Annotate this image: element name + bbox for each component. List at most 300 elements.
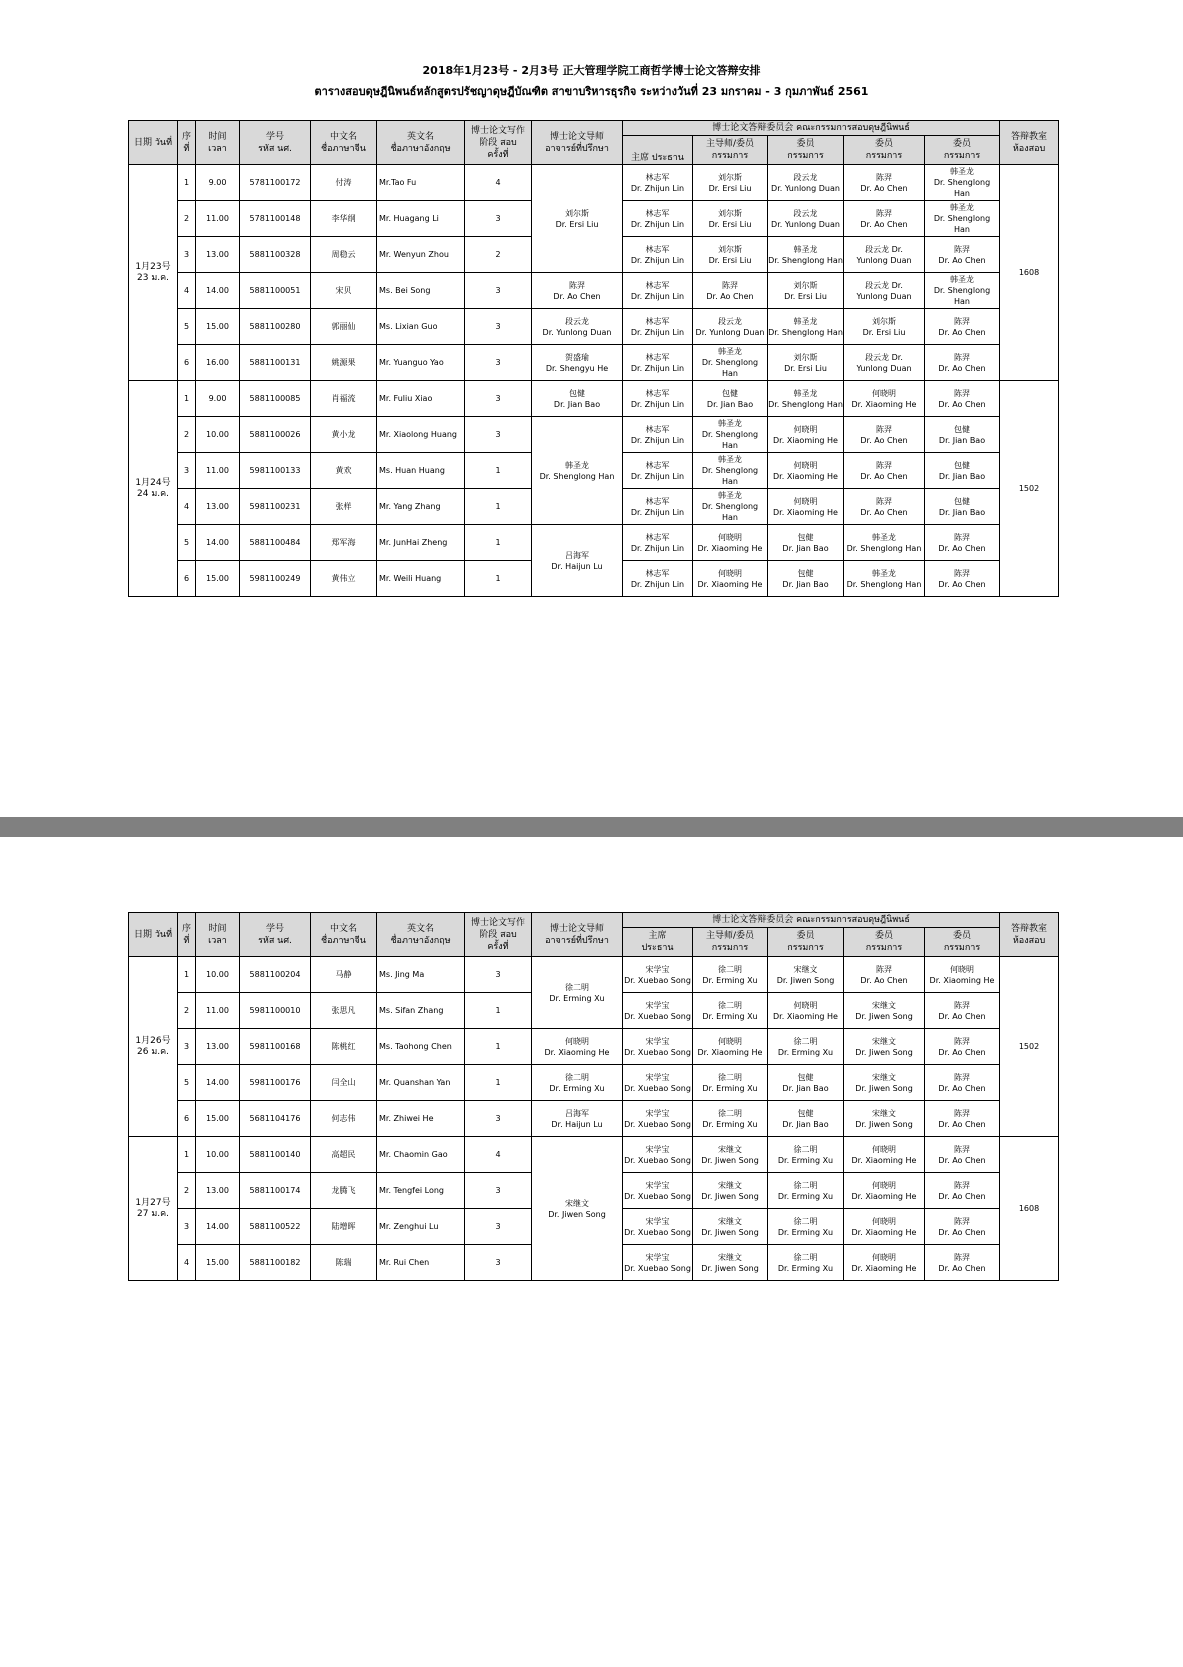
- thesis-stage-text: 1: [495, 466, 501, 475]
- committee-chair: [623, 1029, 693, 1065]
- committee-chair-text: Dr. Zhijun Lin: [630, 399, 685, 409]
- exam-room: [1000, 165, 1059, 381]
- committee-member-2: [768, 165, 844, 201]
- committee-member-4-text: Dr. Ao Chen: [938, 363, 986, 373]
- committee-member-2: [768, 309, 844, 345]
- committee-member-1: [693, 345, 768, 381]
- committee-member-1: [693, 273, 768, 309]
- committee-member-2-text: 徐二明: [793, 1252, 818, 1262]
- committee-member-3: [844, 489, 925, 525]
- advisor-text: 刘尔斯: [565, 208, 589, 218]
- committee-chair-text: 林志军: [645, 172, 670, 182]
- student-id: [240, 165, 311, 201]
- committee-member-4: [925, 309, 1000, 345]
- committee-member-1: [693, 489, 768, 525]
- committee-member-3-text: Dr. Shenglong Han: [846, 579, 922, 589]
- committee-member-3-text: Yunlong Duan: [856, 363, 912, 373]
- committee-member-1-text: 刘尔斯: [718, 244, 742, 254]
- committee-member-3-text: 宋继文: [872, 1072, 896, 1082]
- committee-member-4-text: Dr. Ao Chen: [938, 543, 986, 553]
- seq-number-text: 6: [183, 358, 190, 367]
- advisor: [532, 957, 623, 1029]
- table-row: [129, 345, 1059, 381]
- exam-room-text: 1502: [1018, 1042, 1040, 1051]
- student-name-cn-text: 肖福流: [331, 394, 356, 403]
- committee-chair-text: 林志军: [645, 280, 670, 290]
- thesis-stage: [465, 489, 532, 525]
- committee-member-1: [693, 1101, 768, 1137]
- student-name-cn-text: 陈桃红: [331, 1042, 356, 1051]
- table-row: [129, 1137, 1059, 1173]
- committee-member-1-text: Dr. Jiwen Song: [701, 1155, 759, 1165]
- exam-time: [196, 1137, 240, 1173]
- advisor: [532, 1065, 623, 1101]
- committee-member-3: [844, 453, 925, 489]
- committee-member-3-text: Dr. Ao Chen: [860, 219, 908, 229]
- student-name-cn-text: 何志伟: [331, 1114, 356, 1123]
- committee-member-3: [844, 1137, 925, 1173]
- student-name-cn: [311, 561, 377, 597]
- header-member-3: 委员 กรรมการ: [844, 928, 925, 957]
- seq-number: [178, 1065, 196, 1101]
- advisor: [532, 165, 623, 273]
- committee-member-3: [844, 237, 925, 273]
- committee-member-2: [768, 201, 844, 237]
- student-name-en-text: Ms. Lixian Guo: [379, 322, 438, 331]
- seq-number-text: 5: [183, 322, 190, 331]
- thesis-stage: [465, 165, 532, 201]
- committee-member-2-text: 宋继文: [793, 964, 818, 974]
- header-stage: 博士论文写作 阶段 สอบ ครั้งที่: [465, 121, 532, 165]
- seq-number-text: 4: [183, 286, 190, 295]
- header-committee: 博士论文答辩委员会 คณะกรรมการสอบดุษฎีนิพนธ์: [623, 121, 1000, 136]
- thesis-stage-text: 3: [495, 322, 501, 331]
- committee-member-4-text: 陈羿: [954, 316, 971, 326]
- exam-time: [196, 165, 240, 201]
- student-name-en-text: Ms. Sifan Zhang: [379, 1006, 444, 1015]
- advisor-text: Dr. Xiaoming He: [544, 1047, 610, 1057]
- committee-member-3-text: Dr. Jiwen Song: [855, 1119, 913, 1129]
- student-id-text: 5881100280: [249, 322, 301, 331]
- seq-number-text: 3: [183, 1222, 190, 1231]
- student-name-cn-text: 黄伟立: [331, 574, 356, 583]
- student-name-en-text: Mr. Yuanguo Yao: [379, 358, 444, 367]
- committee-chair-text: 林志军: [645, 460, 670, 470]
- student-name-en-text: Mr.Tao Fu: [379, 178, 417, 187]
- advisor-text: Dr. Haijun Lu: [551, 1119, 603, 1129]
- committee-chair: [623, 525, 693, 561]
- committee-member-1: [693, 417, 768, 453]
- student-name-en: [377, 1209, 465, 1245]
- committee-member-1: [693, 1245, 768, 1281]
- exam-date-text: 26 ม.ค.: [137, 1046, 169, 1057]
- committee-member-3-text: 何晓明: [872, 388, 896, 398]
- student-id-text: 5881100051: [249, 286, 301, 295]
- student-name-en: [377, 201, 465, 237]
- committee-member-4-text: 陈羿: [954, 1216, 971, 1226]
- exam-date-text: 27 ม.ค.: [137, 1208, 169, 1219]
- exam-time: [196, 1029, 240, 1065]
- student-name-en-text: Mr. Huagang Li: [379, 214, 439, 223]
- committee-member-1-text: 韩圣龙: [718, 347, 742, 356]
- committee-chair-text: Dr. Xuebao Song: [624, 1119, 691, 1129]
- advisor: [532, 1101, 623, 1137]
- thesis-stage-text: 1: [495, 1006, 501, 1015]
- header-time: 时间 เวลา: [196, 913, 240, 957]
- committee-chair-text: Dr. Xuebao Song: [624, 1047, 691, 1057]
- committee-chair-text: 林志军: [645, 496, 670, 506]
- committee-chair-text: 林志军: [645, 424, 670, 434]
- seq-number-text: 6: [183, 574, 190, 583]
- advisor: [532, 417, 623, 525]
- table-row: [129, 525, 1059, 561]
- exam-time: [196, 993, 240, 1029]
- exam-room-text: 1608: [1018, 268, 1040, 277]
- committee-member-1-text: Dr. Erming Xu: [702, 975, 758, 985]
- committee-member-2-text: Dr. Xiaoming He: [773, 435, 838, 445]
- committee-member-3: [844, 201, 925, 237]
- exam-time-text: 10.00: [206, 1150, 229, 1159]
- student-name-cn-text: 高超民: [331, 1150, 356, 1159]
- committee-chair: [623, 561, 693, 597]
- committee-chair-text: Dr. Zhijun Lin: [630, 255, 685, 265]
- student-name-cn-text: 张思凡: [331, 1006, 356, 1015]
- schedule-table-2: [128, 912, 1059, 1281]
- exam-date-text: 23 ม.ค.: [137, 272, 169, 283]
- student-id-text: 5881100085: [249, 394, 301, 403]
- page-title: 2018年1月23号 - 2月3号 正大管理学院工商哲学博士论文答辩安排: [422, 64, 761, 77]
- committee-member-2-text: Dr. Jiwen Song: [776, 975, 835, 985]
- table-row: [129, 165, 1059, 201]
- committee-member-2: [768, 345, 844, 381]
- exam-room: [1000, 957, 1059, 1137]
- committee-chair-text: 林志军: [645, 316, 670, 326]
- seq-number: [178, 957, 196, 993]
- student-name-en-text: Mr. JunHai Zheng: [379, 538, 448, 547]
- seq-number: [178, 201, 196, 237]
- header-date: 日期 วันที่: [129, 121, 178, 165]
- student-name-cn-text: 付涛: [335, 178, 352, 187]
- committee-member-3-text: Dr. Xiaoming He: [851, 1263, 917, 1273]
- committee-member-2-text: 何晓明: [793, 424, 818, 434]
- committee-member-2-text: 徐二明: [793, 1036, 818, 1046]
- committee-member-2-text: Dr. Jian Bao: [782, 1119, 829, 1129]
- student-name-en: [377, 165, 465, 201]
- student-name-en: [377, 1173, 465, 1209]
- committee-member-3-text: Dr. Xiaoming He: [851, 1227, 917, 1237]
- exam-time: [196, 453, 240, 489]
- student-name-en-text: Ms. Taohong Chen: [379, 1042, 452, 1051]
- committee-member-2-text: Dr. Ersi Liu: [784, 363, 827, 373]
- header-date: 日期 วันที่: [129, 913, 178, 957]
- student-name-cn-text: 陆增晖: [331, 1222, 356, 1231]
- committee-member-4-text: 陈羿: [954, 388, 971, 398]
- student-name-en-text: Ms. Jing Ma: [379, 970, 425, 979]
- committee-chair: [623, 1065, 693, 1101]
- committee-member-3-text: 何晓明: [872, 1180, 896, 1190]
- committee-member-4: [925, 489, 1000, 525]
- committee-member-4-text: Dr. Jian Bao: [938, 435, 986, 445]
- table-row: [129, 1065, 1059, 1101]
- table-1-body: [129, 165, 1059, 597]
- committee-member-2-text: 徐二明: [793, 1144, 818, 1154]
- student-name-cn: [311, 345, 377, 381]
- student-id-text: 5781100148: [249, 214, 301, 223]
- committee-member-1-text: 刘尔斯: [718, 172, 742, 182]
- committee-member-3-text: Dr. Xiaoming He: [851, 1155, 917, 1165]
- seq-number-text: 1: [183, 178, 190, 187]
- student-name-cn-text: 周稳云: [331, 250, 356, 259]
- committee-member-2-text: Dr. Shenglong Han: [768, 327, 843, 337]
- committee-chair-text: 宋学宝: [645, 964, 670, 974]
- committee-member-3-text: 陈羿: [876, 496, 892, 506]
- student-name-en: [377, 561, 465, 597]
- seq-number: [178, 309, 196, 345]
- committee-member-3: [844, 1245, 925, 1281]
- student-id-text: 5681104176: [249, 1114, 301, 1123]
- exam-date: [129, 381, 178, 597]
- exam-time-text: 15.00: [206, 1258, 229, 1267]
- committee-member-4: [925, 237, 1000, 273]
- committee-member-1-text: 何晓明: [718, 1036, 742, 1046]
- committee-chair: [623, 453, 693, 489]
- committee-member-2-text: Dr. Xiaoming He: [773, 507, 838, 517]
- committee-member-4: [925, 1209, 1000, 1245]
- seq-number-text: 2: [183, 1186, 190, 1195]
- thesis-stage-text: 3: [495, 1258, 501, 1267]
- exam-time: [196, 489, 240, 525]
- committee-chair: [623, 1137, 693, 1173]
- committee-member-3-text: 韩圣龙: [872, 568, 896, 578]
- thesis-stage: [465, 1029, 532, 1065]
- thesis-stage-text: 3: [495, 970, 501, 979]
- student-name-cn-text: 龙腾飞: [331, 1186, 356, 1195]
- seq-number: [178, 273, 196, 309]
- thesis-stage-text: 3: [495, 214, 501, 223]
- committee-member-4: [925, 381, 1000, 417]
- committee-member-4: [925, 165, 1000, 201]
- committee-member-1-text: 韩圣龙: [718, 491, 742, 500]
- committee-member-3: [844, 309, 925, 345]
- student-name-cn: [311, 309, 377, 345]
- committee-member-3-text: Dr. Ao Chen: [860, 975, 908, 985]
- student-name-en-text: Mr. Yang Zhang: [379, 502, 441, 511]
- committee-member-4-text: 包健: [954, 496, 971, 506]
- exam-date-text: 1月26号: [135, 1035, 171, 1046]
- student-name-cn-text: 闫全山: [331, 1078, 356, 1087]
- committee-member-4: [925, 345, 1000, 381]
- committee-chair-text: 林志军: [645, 568, 670, 578]
- committee-member-3: [844, 561, 925, 597]
- committee-member-2-text: 徐二明: [793, 1180, 818, 1190]
- committee-member-4: [925, 1101, 1000, 1137]
- committee-member-4-text: Dr. Ao Chen: [938, 1155, 986, 1165]
- committee-member-4-text: Dr. Shenglong Han: [933, 286, 991, 306]
- committee-chair-text: Dr. Xuebao Song: [624, 1011, 691, 1021]
- student-id: [240, 561, 311, 597]
- committee-member-1-text: 徐二明: [718, 1000, 742, 1010]
- committee-member-1-text: 宋继文: [718, 1144, 742, 1154]
- seq-number: [178, 165, 196, 201]
- seq-number: [178, 453, 196, 489]
- student-id-text: 5981100168: [249, 1042, 301, 1051]
- committee-member-2-text: 徐二明: [793, 1216, 818, 1226]
- committee-member-3: [844, 993, 925, 1029]
- committee-member-3-text: 陈羿: [876, 460, 892, 470]
- committee-member-2-text: Dr. Erming Xu: [777, 1227, 834, 1237]
- header-member-1: 主导师/委员 กรรมการ: [693, 136, 768, 165]
- committee-member-1: [693, 957, 768, 993]
- committee-member-3: [844, 273, 925, 309]
- committee-member-4: [925, 453, 1000, 489]
- committee-member-3: [844, 1065, 925, 1101]
- committee-member-4-text: 陈羿: [954, 352, 971, 362]
- student-name-cn-text: 宋贝: [335, 286, 352, 295]
- committee-member-4-text: Dr. Ao Chen: [938, 399, 986, 409]
- advisor-text: 段云龙: [565, 316, 589, 326]
- committee-member-2-text: Dr. Jian Bao: [782, 1083, 829, 1093]
- table-row: [129, 957, 1059, 993]
- committee-member-3-text: Dr. Xiaoming He: [851, 1191, 917, 1201]
- exam-time-text: 15.00: [206, 322, 229, 331]
- thesis-stage-text: 3: [495, 394, 501, 403]
- advisor: [532, 381, 623, 417]
- header-member-4: 委员 กรรมการ: [925, 928, 1000, 957]
- thesis-stage-text: 1: [495, 574, 501, 583]
- committee-member-1-text: 徐二明: [718, 964, 742, 974]
- committee-member-4: [925, 273, 1000, 309]
- seq-number: [178, 237, 196, 273]
- thesis-stage: [465, 561, 532, 597]
- student-name-cn: [311, 525, 377, 561]
- thesis-stage-text: 1: [495, 502, 501, 511]
- student-name-en: [377, 1137, 465, 1173]
- committee-member-3-text: Dr. Jiwen Song: [855, 1083, 913, 1093]
- advisor-text: Dr. Erming Xu: [549, 993, 605, 1003]
- committee-member-1-text: 何晓明: [718, 568, 742, 578]
- student-name-en: [377, 453, 465, 489]
- exam-room: [1000, 381, 1059, 597]
- student-name-cn: [311, 957, 377, 993]
- advisor-text: 宋继文: [565, 1198, 589, 1208]
- committee-member-1-text: 韩圣龙: [718, 455, 742, 464]
- committee-member-4-text: 包健: [954, 424, 971, 434]
- committee-chair-text: Dr. Xuebao Song: [624, 1191, 691, 1201]
- student-name-en: [377, 417, 465, 453]
- committee-member-2: [768, 993, 844, 1029]
- committee-member-4: [925, 1029, 1000, 1065]
- committee-member-3-text: Dr. Ao Chen: [860, 435, 908, 445]
- committee-member-3: [844, 381, 925, 417]
- committee-chair: [623, 381, 693, 417]
- committee-member-3: [844, 1173, 925, 1209]
- committee-member-4: [925, 417, 1000, 453]
- committee-member-2-text: Dr. Xiaoming He: [773, 471, 838, 481]
- committee-member-4-text: 陈羿: [954, 1072, 971, 1082]
- committee-member-4-text: 陈羿: [954, 532, 971, 542]
- committee-member-1-text: 宋继文: [718, 1216, 742, 1226]
- student-name-en: [377, 957, 465, 993]
- advisor-text: 何晓明: [565, 1036, 589, 1046]
- thesis-stage: [465, 1209, 532, 1245]
- advisor-text: Dr. Haijun Lu: [551, 561, 603, 571]
- student-id-text: 5881100174: [249, 1186, 301, 1195]
- committee-member-2: [768, 561, 844, 597]
- thesis-stage: [465, 381, 532, 417]
- thesis-stage: [465, 273, 532, 309]
- exam-date-text: 1月23号: [135, 261, 171, 272]
- committee-chair: [623, 489, 693, 525]
- committee-member-1: [693, 561, 768, 597]
- committee-member-2: [768, 1029, 844, 1065]
- seq-number: [178, 1209, 196, 1245]
- committee-member-3-text: Dr. Shenglong Han: [846, 543, 922, 553]
- committee-member-2-text: Dr. Yunlong Duan: [771, 219, 840, 229]
- student-id-text: 5981100231: [249, 502, 301, 511]
- committee-member-4-text: 陈羿: [954, 1000, 971, 1010]
- thesis-stage: [465, 957, 532, 993]
- committee-member-3-text: Dr. Xiaoming He: [851, 399, 917, 409]
- seq-number: [178, 561, 196, 597]
- thesis-stage-text: 1: [495, 1078, 501, 1087]
- student-name-en-text: Mr. Quanshan Yan: [379, 1078, 451, 1087]
- advisor-text: Dr. Shengyu He: [545, 363, 609, 373]
- student-id: [240, 381, 311, 417]
- committee-member-2: [768, 381, 844, 417]
- student-name-en: [377, 1245, 465, 1281]
- committee-chair-text: 宋学宝: [645, 1036, 670, 1046]
- exam-time: [196, 1173, 240, 1209]
- committee-chair: [623, 1245, 693, 1281]
- committee-member-4-text: Dr. Ao Chen: [938, 1047, 986, 1057]
- student-id: [240, 417, 311, 453]
- committee-member-3: [844, 957, 925, 993]
- committee-member-3-text: 宋继文: [872, 1108, 896, 1118]
- header-chair: 主席 ประธาน: [623, 136, 693, 165]
- exam-time: [196, 381, 240, 417]
- student-id-text: 5881100131: [249, 358, 301, 367]
- seq-number: [178, 1029, 196, 1065]
- exam-time: [196, 417, 240, 453]
- committee-member-1-text: Dr. Erming Xu: [702, 1083, 758, 1093]
- exam-time-text: 11.00: [206, 1006, 229, 1015]
- committee-member-2-text: 何晓明: [793, 496, 818, 506]
- exam-time: [196, 1245, 240, 1281]
- thesis-stage: [465, 453, 532, 489]
- committee-member-1: [693, 165, 768, 201]
- exam-time-text: 9.00: [208, 394, 227, 403]
- committee-chair-text: 林志军: [645, 388, 670, 398]
- student-id: [240, 201, 311, 237]
- student-name-cn: [311, 1173, 377, 1209]
- student-id-text: 5881100026: [249, 430, 301, 439]
- student-name-cn-text: 郑军海: [331, 538, 356, 547]
- exam-time-text: 16.00: [206, 358, 229, 367]
- committee-member-1-text: Dr. Xiaoming He: [697, 579, 763, 589]
- committee-member-2: [768, 957, 844, 993]
- committee-member-4-text: 陈羿: [954, 1036, 971, 1046]
- exam-time: [196, 273, 240, 309]
- student-name-en: [377, 525, 465, 561]
- committee-member-2-text: Dr. Erming Xu: [777, 1263, 834, 1273]
- committee-member-4-text: Dr. Jian Bao: [938, 471, 986, 481]
- committee-member-2: [768, 1065, 844, 1101]
- committee-member-4-text: 陈羿: [954, 568, 971, 578]
- committee-member-4: [925, 525, 1000, 561]
- exam-time-text: 9.00: [208, 178, 227, 187]
- advisor-text: Dr. Ao Chen: [553, 291, 601, 301]
- student-name-cn: [311, 1245, 377, 1281]
